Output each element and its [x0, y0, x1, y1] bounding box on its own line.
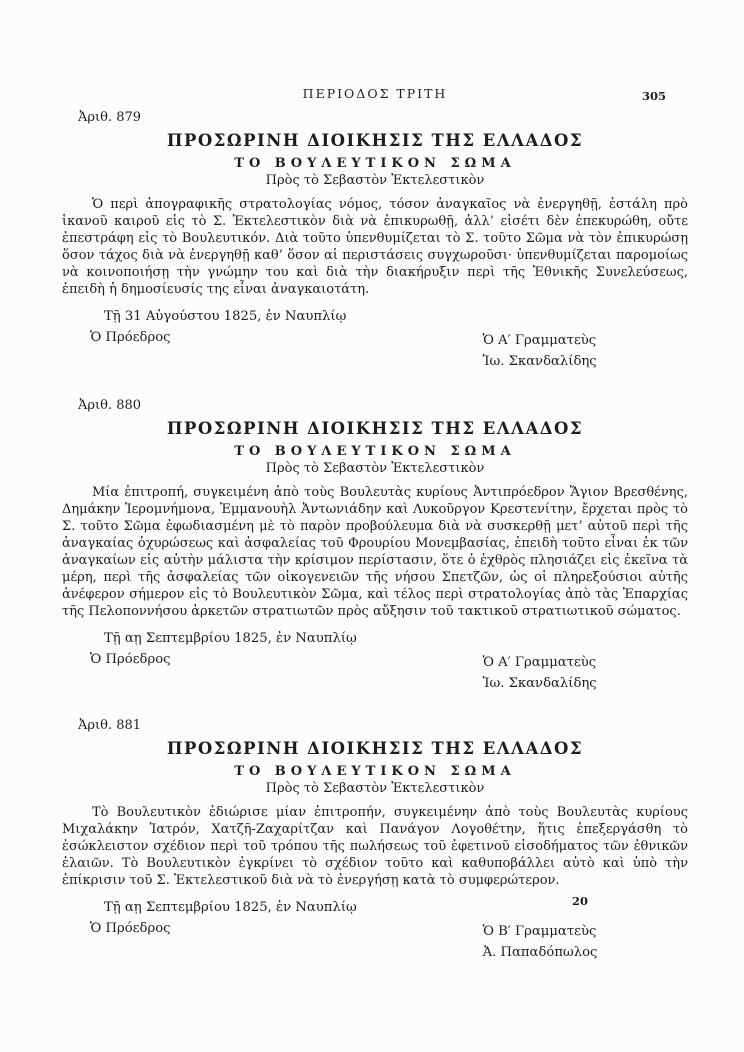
signatory-secretary-name: Ἀ. Παπαδόπωλος — [482, 945, 598, 960]
doc-signatures — [90, 330, 688, 376]
document-879 — [62, 110, 688, 376]
doc-signatures — [90, 921, 688, 967]
doc-subtitle: ΤΟ ΒΟΥΛΕΥΤΙΚΟΝ ΣΩΜΑ — [234, 156, 516, 171]
signatory-president: Ὁ Πρόεδρος — [90, 652, 171, 667]
doc-number: Ἀριθ. 881 — [78, 718, 142, 733]
doc-body: Ὁ περὶ ἀπογραφικῆς στρατολογίας νόμος, τόσον ἀναγκαῖος νὰ ἐνεργηθῇ, ἐστάλη πρὸ ἱκανοῦ καιροῦ εἰς τὸ Σ. Ἐκτελεστικὸν διὰ νὰ ἐπικυρωθῇ, ἀλλ’ εἰσέτι δὲν ἐπεκυρώθη, οὔτε ἐπεστράφη εἰς τὸ Βουλευτικόν. Διὰ τοῦτο ὑπενθυμίζεται τὸ Σ. τοῦτο Σῶμα νὰ τὸν ἐπικυρώσῃ ὅσον τάχος διὰ νὰ ἐνεργηθῇ καθ’ ὅσον αἱ περιστάσεις συγχωροῦσι· ὑπενθυμίζεται παρομοίως νὰ κοινοποιήσῃ τὴν γνώμην του καὶ διὰ τὴν διακήρυξιν περὶ τῆς Ἐθνικῆς Συνελεύσεως, ἐπειδὴ ἡ δημοσίευσίς της εἶναι ἀναγκαιοτάτη. — [62, 197, 688, 297]
signatory-secretary-title: Ὁ Β′ Γραμματεὺς — [482, 924, 597, 939]
doc-body: Τὸ Βουλευτικὸν ἐδιώρισε μίαν ἐπιτροπήν, συγκειμένην ἀπὸ τοὺς Βουλευτὰς κυρίους Μιχαλάκην Ἰατρόν, Χατζῆ-Ζαχαρίτζαν καὶ Πανάγον Λογοθέτην, ἥτις ἐπεξεργάσθη τὸ ἐσώκλειστον σχέδιον περὶ τοῦ τρόπου τῆς πωλήσεως τοῦ ἐφετινοῦ εἰσοδήματος τῶν ἐθνικῶν ἐλαιῶν. Τὸ Βουλευτικὸν ἐγκρίνει τὸ σχέδιον τοῦτο καὶ καθυποβάλλει αὐτὸ καὶ ὑπὸ τὴν ἐπίκρισιν τοῦ Σ. Ἐκτελεστικοῦ διὰ νὰ τὸ ἐνεργήσῃ κατὰ τὸ συμφερώτερον. — [62, 805, 688, 888]
page-number: 305 — [641, 89, 666, 103]
doc-addressee: Πρὸς τὸ Σεβαστὸν Ἐκτελεστικὸν — [265, 173, 485, 188]
doc-subtitle: ΤΟ ΒΟΥΛΕΥΤΙΚΟΝ ΣΩΜΑ — [234, 764, 516, 779]
doc-title: ΠΡΟΣΩΡΙΝΗ ΔΙΟΙΚΗΣΙΣ ΤΗΣ ΕΛΛΑΔΟΣ — [166, 739, 584, 758]
running-head — [62, 86, 688, 102]
signatory-secretary-name: Ἰω. Σκανδαλίδης — [482, 354, 597, 369]
document-880 — [62, 398, 688, 698]
doc-addressee: Πρὸς τὸ Σεβαστὸν Ἐκτελεστικὸν — [265, 781, 485, 796]
running-title: ΠΕΡΙΟΔΟΣ ΤΡΙΤΗ — [302, 86, 448, 101]
signatory-secretary — [483, 921, 598, 963]
doc-date: Τῇ αῃ Σεπτεμβρίου 1825, ἐν Ναυπλίῳ — [104, 631, 357, 646]
doc-title: ΠΡΟΣΩΡΙΝΗ ΔΙΟΙΚΗΣΙΣ ΤΗΣ ΕΛΛΑΔΟΣ — [166, 131, 584, 150]
doc-title: ΠΡΟΣΩΡΙΝΗ ΔΙΟΙΚΗΣΙΣ ΤΗΣ ΕΛΛΑΔΟΣ — [166, 419, 584, 438]
signatory-president: Ὁ Πρόεδρος — [90, 330, 171, 345]
doc-subtitle: ΤΟ ΒΟΥΛΕΥΤΙΚΟΝ ΣΩΜΑ — [234, 444, 516, 459]
doc-signatures — [90, 652, 688, 698]
document-881 — [62, 718, 688, 967]
signatory-secretary-title: Ὁ Α′ Γραμματεὺς — [482, 655, 597, 670]
signatory-secretary-title: Ὁ Α′ Γραμματεὺς — [482, 333, 597, 348]
doc-date: Τῇ αῃ Σεπτεμβρίου 1825, ἐν Ναυπλίῳ — [104, 900, 357, 915]
doc-addressee: Πρὸς τὸ Σεβαστὸν Ἐκτελεστικὸν — [265, 461, 485, 476]
doc-number: Ἀριθ. 880 — [78, 398, 142, 413]
signatory-secretary-name: Ἰω. Σκανδαλίδης — [482, 676, 597, 691]
doc-date: Τῇ 31 Αὐγούστου 1825, ἐν Ναυπλίῳ — [104, 309, 347, 324]
doc-body: Μία ἐπιτροπή, συγκειμένη ἀπὸ τοὺς Βουλευτὰς κυρίους Ἀντιπρόεδρον Ἅγιον Βρεσθένης, Δημάκην Ἱερομνήμονα, Ἐμμανουὴλ Ἀντωνιάδην καὶ Λυκοῦργον Κρεστενίτην, ἔρχεται πρὸς τὸ Σ. τοῦτο Σῶμα ἐφωδιασμένη μὲ τὸ παρὸν προβούλευμα διὰ νὰ συσκερθῇ μετ’ αὐτοῦ περὶ τῆς ἀναγκαίας ὀχυρώσεως καὶ ἀσφαλείας τοῦ Φρουρίου Μονεμβασίας, ἐπειδὴ τοῦτο εἶναι ἐκ τῶν ἀναγκαίων εἰς αὐτὴν μάλιστα τὴν κρίσιμον περίστασιν, ὅτε ὁ ἐχθρὸς πλησιάζει εἰς ἐκεῖνα τὰ μέρη, περὶ τῆς ἀσφαλείας τῶν οἰκογενειῶν τῆς νήσου Σπετζῶν, ὡς οἱ πληρεξούσιοι αὐτῆς ἀνέφερον σήμερον εἰς τὸ Βουλευτικὸν Σῶμα, καὶ τέλος περὶ στρατολογίας ἀπὸ τὰς Ἐπαρχίας τῆς Πελοποννήσου ἀρκετῶν στρατιωτῶν πρὸς αὔξησιν τοῦ τακτικοῦ στρατιωτικοῦ σώματος. — [62, 485, 688, 619]
signatory-president: Ὁ Πρόεδρος — [90, 921, 171, 936]
signatory-secretary — [483, 330, 597, 372]
printer-signature-mark: 20 — [572, 894, 589, 908]
doc-number: Ἀριθ. 879 — [78, 110, 142, 125]
signatory-secretary — [483, 652, 597, 694]
